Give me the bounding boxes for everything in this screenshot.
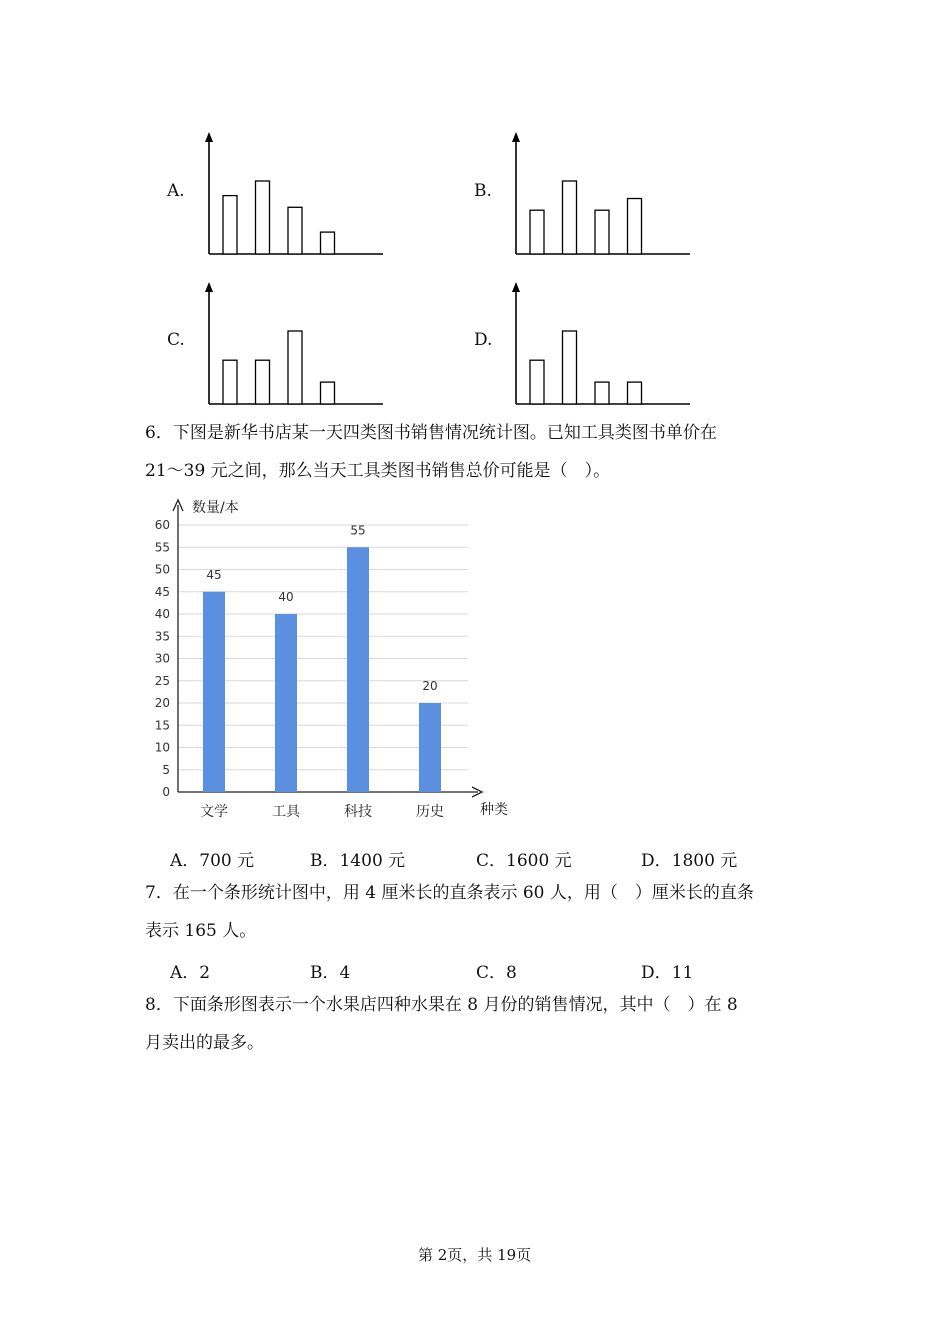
y-tick-label: 40	[154, 607, 170, 621]
mini-bar	[288, 331, 302, 404]
bar	[419, 703, 441, 792]
question-6-line-2: 21～39 元之间，那么当天工具类图书销售总价可能是（ ）。	[145, 461, 611, 481]
bar-value-label: 45	[206, 567, 222, 582]
bar-value-label: 55	[350, 523, 366, 538]
bar	[275, 614, 297, 792]
bar	[203, 592, 225, 792]
mini-bar	[223, 360, 237, 404]
mini-y-arrow	[512, 282, 520, 292]
mini-bar	[321, 232, 335, 254]
x-tick-label: 文学	[200, 804, 228, 820]
y-axis-label: 数量/本	[192, 500, 239, 516]
q6-choice-a[interactable]: A．700 元	[170, 851, 255, 871]
mini-bar	[530, 210, 544, 254]
option-c-label: C.	[167, 330, 185, 350]
y-tick-label: 45	[154, 584, 170, 599]
mini-bar	[223, 196, 237, 254]
option-c-chart	[195, 276, 390, 411]
x-tick-label: 工具	[272, 804, 300, 820]
mini-y-arrow	[205, 282, 213, 292]
x-tick-label: 科技	[344, 804, 372, 820]
question-7-line-2: 表示 165 人。	[145, 921, 257, 941]
option-b-label: B.	[474, 181, 492, 201]
mini-bar	[563, 181, 577, 254]
mini-bar	[628, 199, 642, 254]
q7-choice-a[interactable]: A．2	[170, 963, 211, 983]
question-8-line-2: 月卖出的最多。	[145, 1033, 264, 1053]
q6-choice-b[interactable]: B．1400 元	[310, 851, 406, 871]
page-footer: 第 2页，共 19页	[418, 1246, 532, 1264]
y-tick-label: 5	[162, 762, 170, 777]
option-d-label: D.	[474, 330, 493, 350]
mini-bar	[256, 360, 270, 404]
question-8-line-1: 8．下面条形图表示一个水果店四种水果在 8 月份的销售情况，其中（ ）在 8	[145, 995, 738, 1015]
option-b-chart	[502, 126, 697, 261]
bar	[347, 547, 369, 792]
bar-value-label: 40	[278, 590, 294, 604]
x-axis-label: 种类	[480, 802, 508, 818]
q6-choice-c[interactable]: C．1600 元	[476, 851, 572, 871]
y-tick-label: 55	[154, 540, 170, 555]
mini-y-arrow	[512, 132, 520, 142]
bar-chart	[140, 495, 510, 830]
y-tick-label: 20	[154, 696, 170, 710]
y-tick-label: 15	[154, 718, 170, 733]
mini-bar	[563, 331, 577, 404]
mini-bar	[595, 210, 609, 254]
mini-bar	[530, 360, 544, 404]
q7-choice-b[interactable]: B．4	[310, 963, 351, 983]
question-6-line-1: 6．下图是新华书店某一天四类图书销售情况统计图。已知工具类图书单价在	[145, 423, 717, 443]
q7-choice-d[interactable]: D．11	[641, 963, 694, 983]
y-tick-label: 60	[154, 518, 170, 532]
y-tick-label: 25	[154, 673, 170, 688]
option-a-label: A.	[167, 181, 185, 201]
x-tick-label: 历史	[416, 804, 444, 820]
option-d-chart	[502, 276, 697, 411]
mini-bar	[256, 181, 270, 254]
y-tick-label: 35	[154, 629, 170, 644]
y-tick-label: 50	[154, 562, 170, 577]
mini-bar	[321, 382, 335, 404]
q7-choice-c[interactable]: C．8	[476, 963, 517, 983]
y-tick-label: 0	[162, 785, 170, 799]
bar-value-label: 20	[422, 679, 438, 693]
mini-bar	[628, 382, 642, 404]
q6-choice-d[interactable]: D．1800 元	[641, 851, 738, 871]
mini-bar	[288, 207, 302, 254]
y-tick-label: 10	[154, 740, 170, 755]
question-7-line-1: 7．在一个条形统计图中，用 4 厘米长的直条表示 60 人，用（ ）厘米长的直条	[145, 883, 754, 903]
y-tick-label: 30	[154, 651, 170, 666]
option-a-chart	[195, 126, 390, 261]
mini-y-arrow	[205, 132, 213, 142]
mini-bar	[595, 382, 609, 404]
